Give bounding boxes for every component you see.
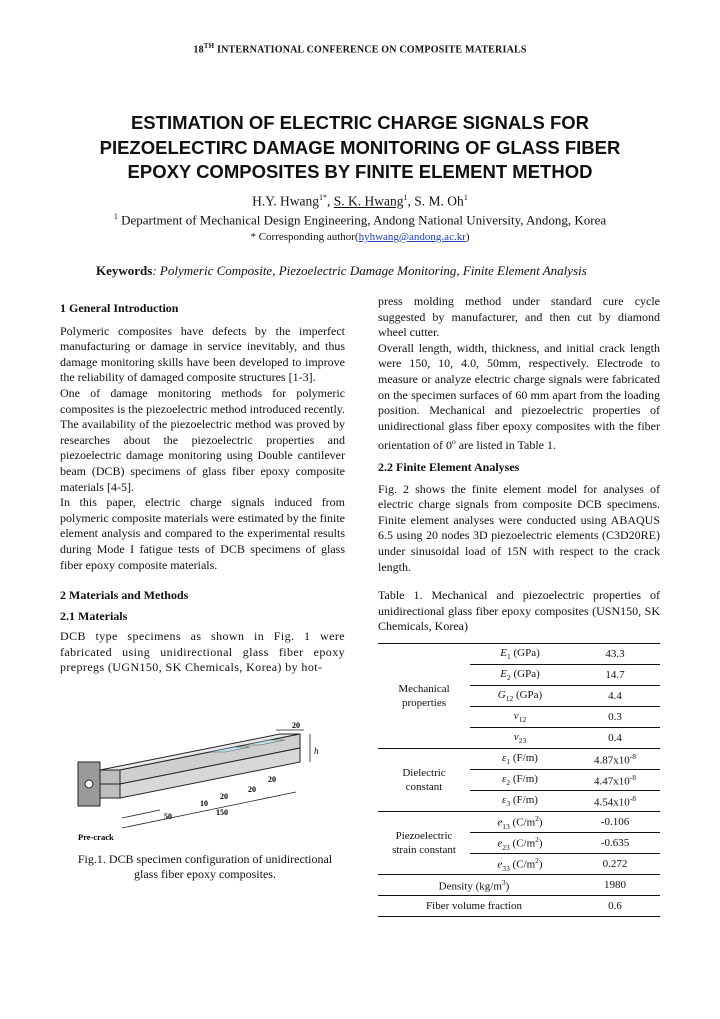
dim-20-top: 20 [292, 722, 300, 730]
email-link[interactable]: hyhwang@andong.ac.kr [358, 231, 466, 243]
subsection-heading: 2.2 Finite Element Analyses [378, 459, 520, 474]
title-line: EPOXY COMPOSITES BY FINITE ELEMENT METHOD [127, 161, 593, 182]
table-row: Mechanical properties $E_1$ (GPa) 43.3 [378, 644, 660, 665]
subsection-heading: 2.1 Materials [60, 608, 128, 623]
dim-20-c: 20 [220, 792, 228, 801]
paragraph: One of damage monitoring methods for polymeric composites is the piezoelectric method introduced recently. The availability of the piezoelectric method was proved by researches about the piezoelectric properties and piezoelectric damage monitoring using Double cantilever beam (DCB) specimens of glass fiber epoxy composite materials [4-5]. [60, 385, 345, 494]
table-row: $e_{33}$ $(C/m^2)$ 0.272 [378, 854, 660, 875]
paragraph: Polymeric composites have defects by the imperfect manufacturing or damage in service inevitably, and thus damage monitoring skills have been developed to improve the reliability of damaged composite structures [1-3]. [60, 323, 345, 385]
table-row: Piezoelectric strain constant $e_{13}$ $(C/m^2)$ -0.106 [378, 812, 660, 833]
table-caption: Table 1. Mechanical and piezoelectric properties of unidirectional glass fiber epoxy composites (USN150, SK Chemicals, Korea) [378, 588, 660, 634]
table-row: $G_{12}$ (GPa) 4.4 [378, 686, 660, 707]
table-row-fiber-volume: Fiber volume fraction 0.6 [378, 896, 660, 917]
corresponding-author: * Corresponding author(hyhwang@andong.ac.kr) [250, 231, 470, 243]
authors: H.Y. Hwang$^{1*}$, S. K. Hwang$^1$, S. M. Oh$^1$ [252, 193, 468, 209]
group-mechanical: Mechanical properties [398, 683, 450, 709]
table-row: $\varepsilon_2$ (F/m) $4.47x10^{-8}$ [378, 770, 660, 791]
group-piezoelectric: Piezoelectric strain constant [378, 812, 470, 875]
table-row: $E_2$ (GPa) 14.7 [378, 665, 660, 686]
paragraph: Overall length, width, thickness, and initial crack length were 150, 10, 4.0, 50mm, respectively. Electrode to measure or analyze electric charge signals were fabricated on the specimen surfaces of 60 mm apart from the loading position. Mechanical and piezoelectric properties of unidirectional glass fiber epoxy composites with the fiber orientation of 0$^o$ are listed in Table 1. [378, 340, 660, 453]
paragraph: press molding method under standard cure cycle suggested by manufacturer, and then cut by diamond wheel cutter. [378, 294, 660, 340]
table-row: $e_{23}$ $(C/m^2)$ -0.635 [378, 833, 660, 854]
title-line: ESTIMATION OF ELECTRIC CHARGE SIGNALS FOR [130, 112, 590, 133]
table-row-density: Density $(kg/m^3)$ 1980 [378, 875, 660, 896]
affiliation: $^1$ Department of Mechanical Design Engineering, Andong National University, Andong, Korea [113, 212, 607, 228]
left-column [60, 301, 345, 676]
conference-header: 18TH INTERNATIONAL CONFERENCE ON COMPOSITE MATERIALS [193, 42, 527, 56]
keywords: Keywords: Polymeric Composite, Piezoelectric Damage Monitoring, Finite Element Analysis [96, 263, 587, 278]
table-row: Dielectric constant $\varepsilon_1$ (F/m) $4.87x10^{-8}$ [378, 749, 660, 770]
paper-title [60, 111, 660, 185]
dim-20-b: 20 [248, 785, 256, 794]
paragraph: Fig. 2 shows the finite element model for analyses of electric charge signals from composite DCB specimens. Finite element analyses were conducted using ABAQUS 6.5 using 20 nodes 3D piezoelectric elements (C3D20RE) under sinusoidal load of 15N with respect to the crack length. [378, 481, 660, 574]
dim-50: 50 [164, 812, 172, 821]
group-dielectric: Dielectric constant [378, 749, 470, 812]
dim-150: 150 [216, 808, 228, 817]
table-properties [378, 643, 660, 917]
precrack-label: Pre-crack [78, 832, 114, 842]
section-heading: 1 General Introduction [60, 301, 179, 315]
paragraph: In this paper, electric charge signals induced from polymeric composite materials were estimated by the finite element analysis and compared to the experimental results during Mode I fatigue tests of DCB specimens of glass fiber epoxy composite materials. [60, 495, 345, 572]
dcb-specimen-diagram [60, 722, 350, 850]
table-row: $v_{12}$ 0.3 [378, 707, 660, 728]
table-row: $\varepsilon_3$ (F/m) $4.54x10^{-8}$ [378, 791, 660, 812]
paragraph: DCB type specimens as shown in Fig. 1 were fabricated using unidirectional glass fiber epoxy prepregs (UGN150, SK Chemicals, Korea) by hot- [60, 629, 345, 675]
title-line: PIEZOELECTIRC DAMAGE MONITORING OF GLASS FIBER [99, 136, 621, 158]
figure-dcb-specimen [60, 722, 350, 850]
dim-10: 10 [200, 799, 208, 808]
right-column [378, 294, 660, 635]
section-heading: 2 Materials and Methods [60, 588, 189, 603]
presenting-author: S. K. Hwang [333, 193, 404, 209]
figure-caption: Fig.1. DCB specimen configuration of unidirectional glass fiber epoxy composites. [77, 852, 333, 881]
dim-20-a: 20 [268, 775, 276, 784]
table-row: $v_{23}$ 0.4 [378, 728, 660, 749]
dim-h: h [314, 746, 319, 756]
